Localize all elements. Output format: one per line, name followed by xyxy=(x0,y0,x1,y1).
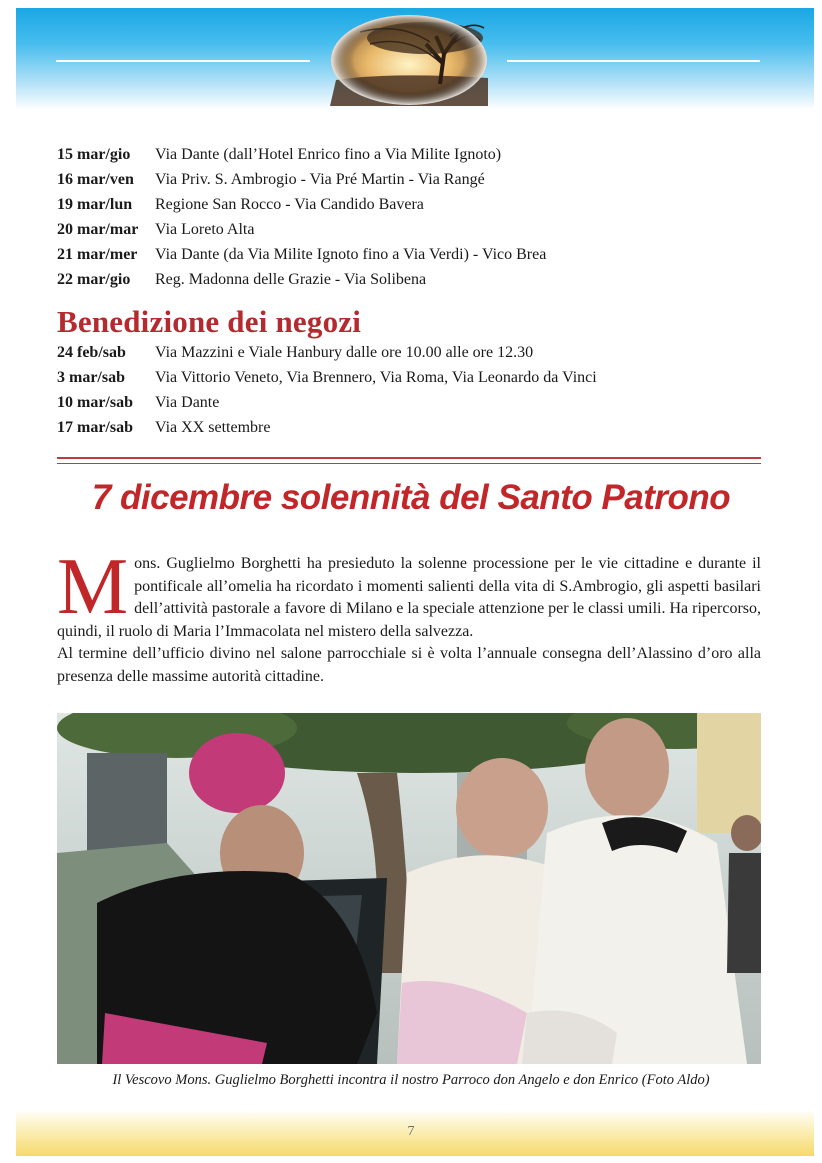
schedule-row xyxy=(57,142,777,167)
photo-caption: Il Vescovo Mons. Guglielmo Borghetti incontra il nostro Parroco don Angelo e don Enrico (Foto Aldo) xyxy=(112,1072,710,1088)
schedule-date: 20 mar/mar xyxy=(57,220,139,238)
schedule-street: Via Priv. S. Ambrogio - Via Pré Martin - Via Rangé xyxy=(155,170,485,188)
drop-cap: M xyxy=(57,543,129,631)
schedule-row xyxy=(57,192,777,217)
event-photo xyxy=(57,713,761,1064)
page-number: 7 xyxy=(407,1124,415,1139)
schedule-date: 21 mar/mer xyxy=(57,245,138,263)
schedule-date: 16 mar/ven xyxy=(57,170,134,188)
shops-street: Via Mazzini e Viale Hanbury dalle ore 10.00 alle ore 12.30 xyxy=(155,343,534,361)
shops-row xyxy=(57,365,777,390)
shops-date: 10 mar/sab xyxy=(57,393,133,411)
shops-schedule xyxy=(57,340,777,440)
shops-date: 17 mar/sab xyxy=(57,418,133,436)
shops-street: Via XX settembre xyxy=(155,418,271,436)
schedule-street: Via Loreto Alta xyxy=(155,220,255,238)
schedule-row xyxy=(57,217,777,242)
tree-landscape-emblem xyxy=(330,14,488,106)
section-divider xyxy=(57,457,761,464)
shops-row xyxy=(57,390,777,415)
schedule-row xyxy=(57,267,777,292)
schedule-street: Via Dante (da Via Milite Ignoto fino a Via Verdi) - Vico Brea xyxy=(155,245,547,263)
schedule-row xyxy=(57,242,777,267)
article-paragraph xyxy=(57,543,761,643)
schedule-row xyxy=(57,167,777,192)
shops-date: 3 mar/sab xyxy=(57,368,125,386)
schedule-street: Regione San Rocco - Via Candido Bavera xyxy=(155,195,424,213)
shops-street: Via Vittorio Veneto, Via Brennero, Via Roma, Via Leonardo da Vinci xyxy=(155,368,597,386)
shops-street: Via Dante xyxy=(155,393,220,411)
article-title: 7 dicembre solennità del Santo Patrono xyxy=(91,478,731,517)
shops-row xyxy=(57,415,777,440)
schedule-street: Reg. Madonna delle Grazie - Via Solibena xyxy=(155,270,427,288)
shops-row xyxy=(57,340,777,365)
article-paragraph: Al termine dell’ufficio divino nel salone parrocchiale si è volta l’annuale consegna dell’Alassino d’oro alla presenza delle massime autorità cittadine. xyxy=(57,645,761,685)
article-body xyxy=(57,543,761,688)
schedule-street: Via Dante (dall’Hotel Enrico fino a Via Milite Ignoto) xyxy=(155,145,502,163)
header-rule-right xyxy=(507,60,760,62)
schedule-date: 19 mar/lun xyxy=(57,195,133,213)
schedule-date: 22 mar/gio xyxy=(57,270,131,288)
blessing-schedule xyxy=(57,142,777,292)
article-paragraph-text: ons. Guglielmo Borghetti ha presieduto la solenne processione per le vie cittadine e durante il pontificale all’omelia ha ricordato i momenti salienti della vita di S.Ambrogio, gli aspetti basilari dell’attività pastorale a favore di Milano e la speciale attenzione per le classi umili. Ha ripercorso, quindi, il ruolo di Maria l’Immacolata nel mistero della salvezza. xyxy=(57,555,761,640)
shops-date: 24 feb/sab xyxy=(57,343,126,361)
header-rule-left xyxy=(56,60,310,62)
schedule-date: 15 mar/gio xyxy=(57,145,131,163)
shops-section-title: Benedizione dei negozi xyxy=(57,304,362,339)
